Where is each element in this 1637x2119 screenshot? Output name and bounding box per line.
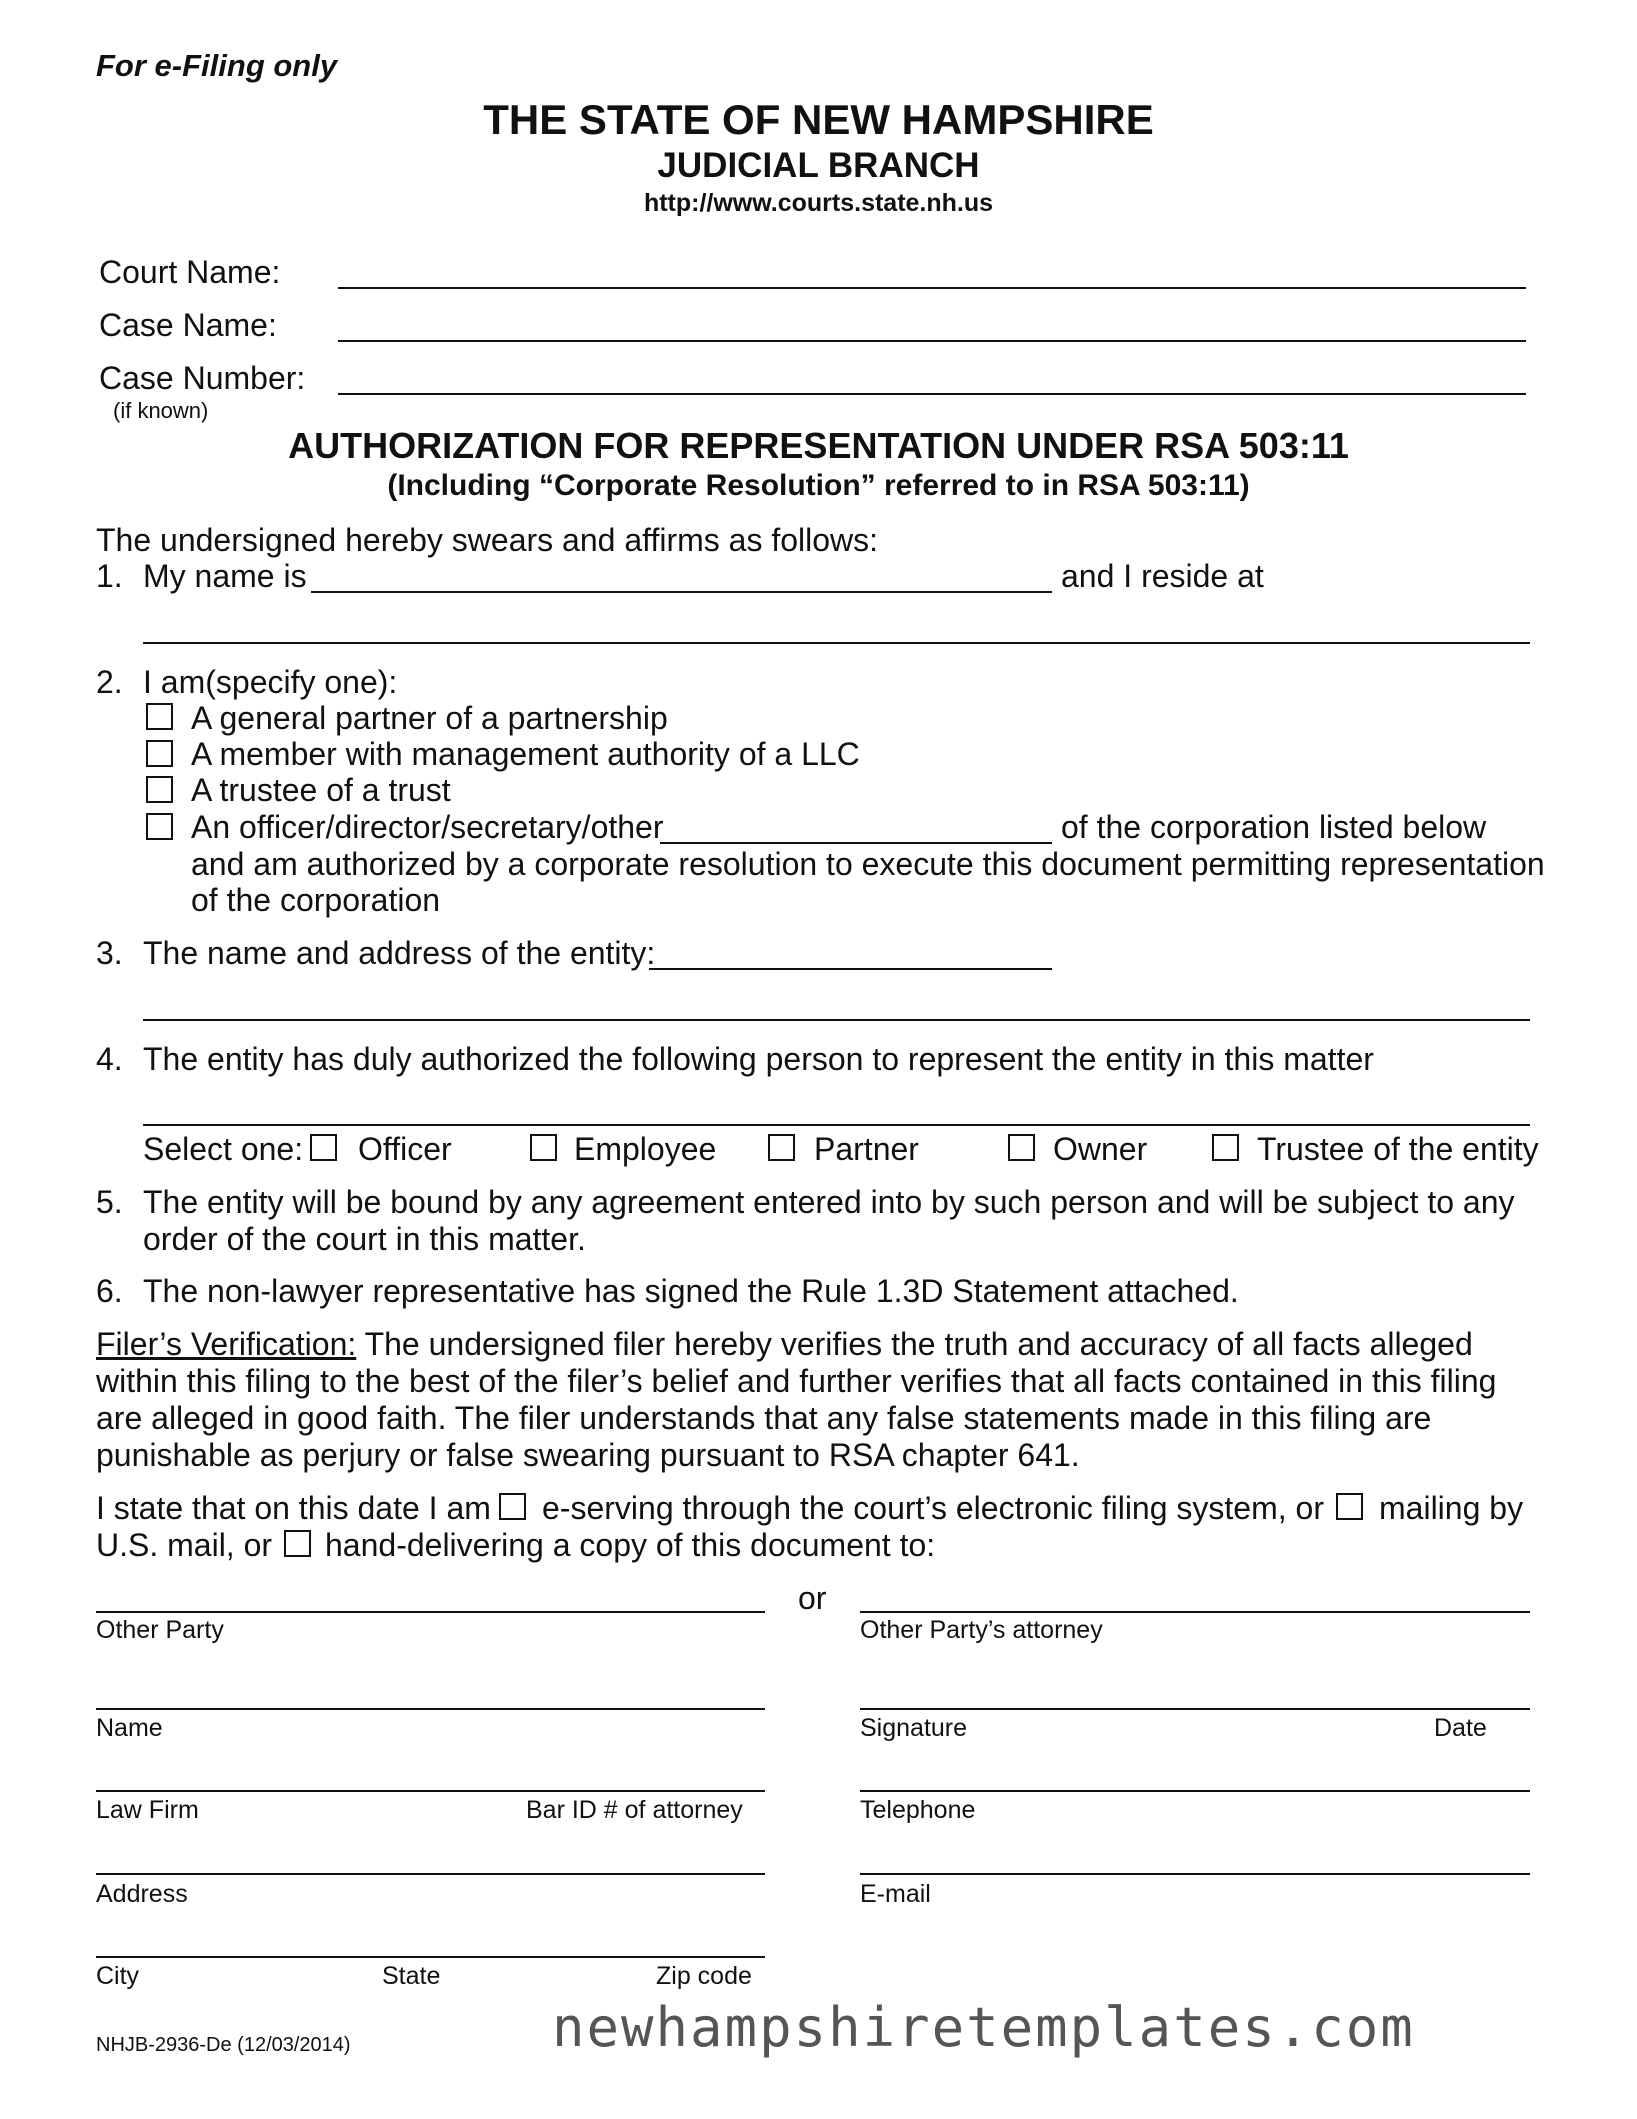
- telephone-field[interactable]: [860, 1790, 1530, 1792]
- city-state-zip-field[interactable]: [96, 1956, 765, 1958]
- email-label: E-mail: [860, 1880, 931, 1908]
- officer-line2: and am authorized by a corporate resolution to execute this document permitting representation: [191, 846, 1545, 882]
- state-title: THE STATE OF NEW HAMPSHIRE: [483, 96, 1154, 143]
- name-label: Name: [96, 1714, 163, 1742]
- general-partner-checkbox[interactable]: [146, 703, 173, 730]
- role-owner: Owner: [1053, 1131, 1148, 1167]
- court-name-field[interactable]: [338, 287, 1526, 289]
- hand-delivering-checkbox[interactable]: [284, 1530, 311, 1557]
- city-label: City: [96, 1962, 140, 1990]
- case-name-label: Case Name:: [99, 307, 277, 343]
- item6-text: The non-lawyer representative has signed the Rule 1.3D Statement attached.: [143, 1273, 1239, 1309]
- case-number-field[interactable]: [338, 393, 1526, 395]
- form-title: AUTHORIZATION FOR REPRESENTATION UNDER RSA 503:11: [288, 425, 1349, 466]
- item4-text: The entity has duly authorized the following person to represent the entity in this matter: [143, 1041, 1374, 1077]
- other-party-attorney-field[interactable]: [860, 1611, 1530, 1613]
- service-text4: U.S. mail, or: [96, 1527, 273, 1563]
- intro-text: The undersigned hereby swears and affirms as follows:: [96, 522, 879, 558]
- item5-line2: order of the court in this matter.: [143, 1221, 586, 1257]
- item4-number: 4.: [96, 1041, 123, 1077]
- option-trustee: A trustee of a trust: [191, 772, 451, 808]
- name-sig-field[interactable]: [96, 1708, 765, 1710]
- item5-line1: The entity will be bound by any agreement entered into by such person and will be subject to any: [143, 1184, 1515, 1220]
- partner-role-checkbox[interactable]: [768, 1134, 795, 1161]
- officer-role-checkbox[interactable]: [310, 1134, 337, 1161]
- item5-number: 5.: [96, 1184, 123, 1220]
- other-party-field[interactable]: [96, 1611, 765, 1613]
- address-field[interactable]: [96, 1873, 765, 1875]
- entity-address-field[interactable]: [143, 1019, 1530, 1021]
- representative-field[interactable]: [143, 1124, 1530, 1126]
- officer-suffix: of the corporation listed below: [1061, 809, 1487, 845]
- employee-role-checkbox[interactable]: [530, 1134, 557, 1161]
- item6-number: 6.: [96, 1273, 123, 1309]
- role-trustee: Trustee of the entity: [1257, 1131, 1539, 1167]
- court-url[interactable]: http://www.courts.state.nh.us: [643, 189, 994, 217]
- efiling-note: For e-Filing only: [96, 48, 338, 83]
- role-officer: Officer: [358, 1131, 452, 1167]
- owner-role-checkbox[interactable]: [1008, 1134, 1035, 1161]
- branch-title: JUDICIAL BRANCH: [657, 146, 980, 185]
- item1-prefix: My name is: [143, 558, 307, 594]
- llc-member-checkbox[interactable]: [146, 740, 173, 767]
- telephone-label: Telephone: [860, 1796, 976, 1824]
- item3-number: 3.: [96, 935, 123, 971]
- verification-line2: within this filing to the best of the filer’s belief and further verifies that all facts contained in this filing: [96, 1363, 1497, 1399]
- option-officer: An officer/director/secretary/other: [191, 809, 664, 845]
- officer-title-field[interactable]: [660, 842, 1052, 844]
- address-label: Address: [96, 1880, 188, 1908]
- option-llc-member: A member with management authority of a LLC: [191, 736, 860, 772]
- signature-label: Signature: [860, 1714, 968, 1742]
- law-firm-label: Law Firm: [96, 1796, 199, 1824]
- date-label: Date: [1434, 1714, 1487, 1742]
- service-text5: hand-delivering a copy of this document to:: [325, 1527, 936, 1563]
- entity-name-field[interactable]: [649, 968, 1052, 970]
- option-general-partner: A general partner of a partnership: [191, 700, 668, 736]
- item2-number: 2.: [96, 664, 123, 700]
- zip-label: Zip code: [656, 1962, 752, 1990]
- signature-field[interactable]: [860, 1708, 1530, 1710]
- service-text1: I state that on this date I am: [96, 1490, 491, 1526]
- watermark: newhampshiretemplates.com: [552, 1996, 1415, 2059]
- bar-id-label: Bar ID # of attorney: [526, 1796, 743, 1824]
- state-label: State: [382, 1962, 441, 1990]
- name-field[interactable]: [311, 591, 1052, 593]
- item1-suffix: and I reside at: [1061, 558, 1264, 594]
- item2-label: I am(specify one):: [143, 664, 398, 700]
- service-text2: e-serving through the court’s electronic filing system, or: [542, 1490, 1324, 1526]
- item1-number: 1.: [96, 558, 123, 594]
- officer-line3: of the corporation: [191, 882, 441, 918]
- email-field[interactable]: [860, 1873, 1530, 1875]
- or-separator: or: [798, 1580, 827, 1616]
- item3-text: The name and address of the entity:: [143, 935, 656, 971]
- verification-heading: Filer’s Verification:: [96, 1326, 357, 1362]
- if-known-note: (if known): [113, 398, 209, 423]
- case-number-label: Case Number:: [99, 360, 306, 396]
- trustee-role-checkbox[interactable]: [1212, 1134, 1239, 1161]
- form-subtitle: (Including “Corporate Resolution” referred to in RSA 503:11): [387, 469, 1250, 502]
- mailing-checkbox[interactable]: [1336, 1493, 1363, 1520]
- e-serving-checkbox[interactable]: [499, 1493, 526, 1520]
- case-name-field[interactable]: [338, 340, 1526, 342]
- court-name-label: Court Name:: [99, 254, 281, 290]
- verification-line4: punishable as perjury or false swearing pursuant to RSA chapter 641.: [96, 1437, 1080, 1473]
- role-employee: Employee: [574, 1131, 717, 1167]
- select-one-label: Select one:: [143, 1131, 304, 1167]
- verification-line1: [96, 1326, 1473, 1363]
- role-partner: Partner: [814, 1131, 919, 1167]
- verification-line3: are alleged in good faith. The filer understands that any false statements made in this filing are: [96, 1400, 1432, 1436]
- other-party-attorney-label: Other Party’s attorney: [860, 1616, 1103, 1644]
- officer-checkbox[interactable]: [146, 813, 173, 840]
- trustee-checkbox[interactable]: [146, 776, 173, 803]
- other-party-label: Other Party: [96, 1616, 224, 1644]
- residence-field[interactable]: [143, 642, 1530, 644]
- verification-text1: The undersigned filer hereby verifies the truth and accuracy of all facts alleged: [356, 1326, 1473, 1362]
- form-id: NHJB-2936-De (12/03/2014): [96, 2034, 351, 2056]
- service-text3: mailing by: [1379, 1490, 1524, 1526]
- law-firm-field[interactable]: [96, 1790, 765, 1792]
